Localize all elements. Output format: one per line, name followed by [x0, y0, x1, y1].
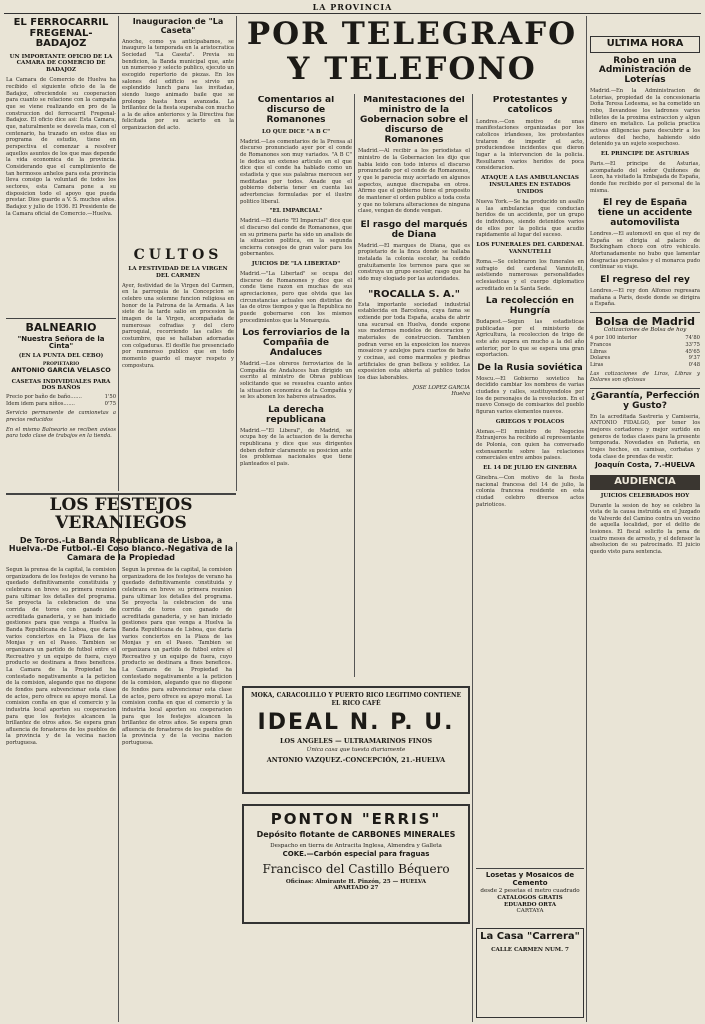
ultima-hora-header [590, 36, 700, 53]
article-festejos [6, 497, 236, 1022]
bolsa-label: Libras [590, 348, 607, 355]
balneario-location: (EN LA PUNTA DEL CEBO) [18, 352, 104, 359]
ad-carrera [476, 928, 584, 1018]
bolsa-row [590, 355, 700, 362]
article-subtitle: UN IMPORTANTE OFICIO DE LA CAMARA DE COMERCIO DE BADAJOZ [9, 53, 113, 74]
ad-ponton-owner: Francisco del Castillo Béquero [262, 862, 450, 877]
article-romanones [240, 96, 352, 678]
ad-losetas-sub: desde 2 pesetas el metro cuadrado [480, 888, 580, 895]
article-title: Protestantes y catolicos [492, 96, 568, 115]
bolsa-subtitle: Cotizaciones de Bolsa de hoy [603, 327, 687, 334]
audiencia-header [590, 475, 700, 490]
ad-ponton-sub: Depósito flotante de CARBONES MINERALES [256, 830, 456, 839]
article-subtitle: De Toros.-La Banda Republicana de Lisboa, a Huelva.-De Futbol.-El Coso blanco.-Negativa de la Camara de la Propiedad [8, 535, 234, 563]
ad-ideal [242, 686, 470, 794]
article-body: Segun la prensa de la capital, la comision organizadora de los festejos de verano ha quedado definitivamente constituida y celebrara en breve su primera reunion para ultimar los detalles del programa. Se proyecta la celebracion de una corrida de toros con ganado de acreditada ganaderia, y se han iniciado gestiones para que venga a Huelva la Banda Republicana de Lisboa, que daria varios conciertos en la Plaza de las Monjas y en el Paseo. Tambien se organizara un partido de futbol entre el Recreativo y un equipo de fuera, cuyo producto se destinara a fines beneficos. La Camara de la Propiedad ha contestado negativamente a la peticion de la comision, alegando que no dispone de fondos para subvencionar esta clase de actos, pero ofrece su apoyo moral. La comision confia en que el comercio y la industria local aporten su cooperacion para que los festejos alcancen la brillantez de otros años. Se espera gran afluencia de forasteros de los pueblos de la provincia y de la vecina nacion portuguesa. [6, 567, 116, 747]
signature: JOSE LOPEZ GARCIA [412, 384, 470, 391]
article-gobernacion [358, 96, 470, 678]
article-title: La derecha republicana [266, 404, 326, 425]
ad-ponton-address: Oficinas: Almirante H. Pinzón, 25 — HUELVA [285, 879, 427, 886]
article-body: Esta importante sociedad industrial establecida en Barcelona, cuya fama se extiende por toda España, acaba de abrir una sucursal en Huelva, donde expone sus modernos modelos de decoracion y materiales de construccion. Tambien podran verse en la exposicion los nuevos mosaicos y azulejos para cuartos de baño y cocinas, asi como marmoles y piedras artificiales de gran belleza y solidez. La exposicion esta abierta al publico todos los dias laborables. [358, 301, 470, 381]
bolsa-label: Francos [590, 342, 612, 349]
bolsa-row [590, 349, 700, 356]
ad-losetas-owner: EDUARDO ORTA [503, 902, 557, 909]
article-title: Los ferroviarios de la Compañia de Andaluces [242, 328, 350, 359]
article-title: CULTOS [133, 248, 223, 263]
ad-address: Joaquín Costa, 7.-HUELVA [595, 461, 695, 470]
article-body: Londres.—Con motivo de unas manifestaciones organizadas por los catolicos irlandeses, los protestantes trataron de impedir el acto, produciendose incidentes que dieron lugar a la intervencion de la policia. Resultaron varios heridos de poca consideracion. [476, 118, 584, 172]
ad-ideal-note: Única casa que tuesta diariamente [306, 747, 406, 754]
ad-carrera-title: La Casa "Carrera" [480, 931, 580, 942]
article-title: Manifestaciones del ministro de la Gobernacion sobre el discurso de Romanones [359, 96, 469, 145]
masthead-name: LA PROVINCIA [312, 2, 393, 12]
article-body: Nueva York.—Se ha producido un asalto a las ambulancias que conducian heridos de un accidente, por un grupo de individuos, siendo detenidos varios de ellos por la policia que acudio rapidamente al lugar del suceso. [476, 198, 584, 239]
ad-ideal-sub: LOS ANGELES — ULTRAMARINOS FINOS [279, 737, 433, 745]
divider [590, 312, 700, 313]
article-title: El rasgo del marqués de Diana [360, 220, 468, 240]
article-title: EL FERROCARRIL FREGENAL-BADAJOZ [13, 18, 109, 49]
article-body: Madrid.—"El Liberal", de Madrid, se ocupa hoy de la actuacion de la derecha republicana y dice que sus dirigentes deben definir claramente su posicion ante los problemas nacionales que tiene planteados el pais. [240, 427, 352, 468]
section-header: ULTIMA HORA [606, 38, 684, 49]
column-rule [118, 16, 119, 491]
rate-price: 1'50 [104, 394, 116, 401]
column-ultima-hora [590, 36, 700, 1022]
balneario-owner-label: PROPIETARIO [42, 361, 80, 367]
ad-losetas-catalog: CATALOGOS GRATIS [497, 895, 563, 902]
article-body: Budapest.—Segun las estadisticas publicadas por el ministerio de Agricultura, la recoleccion de trigo de este año supera en mucho a la del año anterior, por lo que se espera una gran exportacion. [476, 318, 584, 359]
article-cultos [122, 248, 234, 492]
article-body: Ayer, festividad de la Virgen del Carmen, en la parroquia de la Concepcion se celebro una solemne funcion religiosa en honor de la Patrona de la Armada. A las siete de la tarde salio en procesion la imagen de la Virgen, acompañada de numerosas cofradias y del clero parroquial, recorriendo las calles de costumbre, que se hallaban adornadas con colgaduras. El desfile fue presenciado por numeroso publico que en todo momento guardo el mayor respeto y compostura. [122, 282, 234, 369]
ad-ideal-name: IDEAL N. P. U. [257, 710, 455, 735]
ad-body: En la acreditada Sastreria y Camiseria, ANTONIO FIDALGO, por tener los mejores cortadores y mejor surtido en generos de todas clases para la presente temporada. Novedades en Pañeria, en trajes hechos, en camisas, corbatas y toda clase de prendas de vestir. [590, 413, 700, 460]
ad-losetas [476, 872, 584, 922]
bolsa-label: 4 por 100 interior [590, 335, 637, 342]
article-body: Madrid.—En la Administracion de Loterias, propiedad de la concesionaria Doña Teresa Ledesma, se ha cometido un robo, llevandose los ladrones varios billetes de la proxima extraccion y algun dinero en metalico. La policia practica activas diligencias para descubrir a los autores del hecho, habiendo sido detenido ya un sujeto sospechoso. [590, 88, 700, 148]
bolsa-value: 9'37 [688, 355, 700, 362]
balneario-name: "Nuestra Señora de la Cinta" [17, 334, 105, 351]
balneario-note: En el mismo Balneario se reciben avisos para todo clase de trabajos en la tienda. [6, 426, 116, 440]
article-body: Madrid.—Los comentarios de la Prensa al discurso pronunciado ayer por el conde de Romanones son muy variados. "A B C" le dedica un extenso articulo en el que dice que el conde ha hablado como un estadista y que sus palabras merecen ser meditadas por todos. Anade que el gobierno deberia tener en cuenta las advertencias formuladas por el ilustre politico liberal. [240, 138, 352, 205]
ad-carrera-address: CALLE CARMEN NUM. 7 [491, 946, 569, 953]
article-title: Comentarios al discurso de Romanones [257, 96, 335, 125]
divider [476, 868, 584, 869]
column-rule [236, 542, 237, 680]
article-body: Paris.—El principe de Asturias, acompañado del señor Quiñones de Leon, ha visitado la Embajada de España, donde fue recibido por el personal de la misma. [590, 161, 700, 194]
article-subtitle: LA FESTIVIDAD DE LA VIRGEN DEL CARMEN [128, 265, 228, 279]
article-body: Roma.—Se celebraron los funerales en sufragio del cardenal Vannutelli, asistiendo numerosas personalidades eclesiasticas y el cuerpo diplomatico acreditado en la Santa Sede. [476, 258, 584, 292]
balneario-rates-title: CASETAS INDIVIDUALES PARA DOS BAÑOS [11, 379, 111, 392]
balneario-owner: ANTONIO GARCIA VELASCO [11, 365, 111, 374]
article-body: Madrid.—Al recibir a los periodistas el ministro de la Gobernacion les dijo que habia leido con todo interes el discurso pronunciado por el conde de Romanones, y que le parecia muy acertado en algunos aspectos, aunque discrepaba en otros. Afirmo que el gobierno tiene el proposito de mantener el orden publico a toda costa y que no tolerara alteraciones de ninguna clase, vengan de donde vengan. [358, 148, 470, 215]
article-body: Madrid.—Los obreros ferroviarios de la Compañia de Andaluces han dirigido un escrito al ministro de Obras publicas solicitando que se resuelva cuanto antes la situacion economica de la Compañia y se les abonen los haberes atrasados. [240, 361, 352, 401]
article-subtitle: JUICIOS CELEBRADOS HOY [600, 492, 690, 499]
article-body: Moscu.—El Gobierno sovietico ha decidido cambiar los nombres de varias ciudades y calles, sustituyendolos por los de personajes de la revolucion. En el nuevo Consejo de comisarios del pueblo figuran varios elementos nuevos. [476, 375, 584, 416]
article-title: El rey de España tiene un accidente automovilista [597, 198, 693, 229]
bolsa-label: Liras [590, 361, 604, 368]
column-rule [354, 94, 355, 677]
bolsa-note: Las cotizaciones de Liras, Libras y Dolares son oficiosas [590, 370, 700, 384]
rate-label: Idem idem para niños....... [6, 400, 75, 407]
article-title: El regreso del rey [600, 274, 690, 285]
column-rule [586, 16, 587, 1022]
ad-losetas-title: Losetas y Mosaicos de Cemento [485, 872, 575, 887]
balneario-rate-row [6, 394, 116, 401]
ad-ponton-coke: COKE.—Carbón especial para fraguas [282, 849, 430, 858]
divider [590, 388, 700, 389]
bolsa-row [590, 362, 700, 369]
balneario-rate-row [6, 401, 116, 408]
article-subtitle: ATAQUE A LAS AMBULANCIAS INSULARES EN ESTADOS UNIDOS [481, 175, 579, 195]
article-title: Robo en una Administración de Loterías [598, 55, 692, 86]
bolsa-title: Bolsa de Madrid [595, 314, 695, 328]
article-title: "ROCALLA S. A." [368, 288, 460, 300]
article-ferrocarril [6, 18, 116, 314]
bolsa-value: 45'65 [685, 348, 700, 355]
article-body: Durante la sesion de hoy se celebro la vista de la causa instruida en el Juzgado de Valverde del Camino contra un vecino de aquella localidad, por el delito de lesiones. El fiscal solicito la pena de cuatro meses de arresto, y el defensor la absolucion de su patrocinado. El juicio quedo visto para sentencia. [590, 502, 700, 556]
article-subtitle: EL 14 DE JULIO EN GINEBRA [483, 464, 577, 471]
headline-line2: Y TELEFONO [287, 50, 537, 87]
bolsa-value: 33'75 [685, 342, 700, 349]
article-caseta [122, 18, 234, 238]
festejos-columns [6, 567, 236, 1022]
article-body: Ginebra.—Con motivo de la fiesta nacional francesa del 14 de julio, la colonia francesa residente en esta ciudad celebro diversos actos patrioticos. [476, 474, 584, 508]
article-title: De la Rusia soviética [477, 362, 583, 373]
ad-ideal-owner: ANTONIO VAZQUEZ.-CONCEPCIÓN, 21.-HUELVA [266, 756, 446, 765]
ad-ponton-title: PONTON "ERRIS" [270, 810, 442, 828]
balneario-service: Servicio permanente de camionetas a precios reducidos [6, 410, 116, 424]
article-extranjero [476, 96, 584, 864]
column-rule [472, 94, 473, 1022]
ad-losetas-place: CARTAYA [516, 908, 544, 915]
article-body: Londres.—El rey don Alfonso regresara mañana a Paris, desde donde se dirigira a España. [590, 287, 700, 308]
headline-line1: POR TELEGRAFO [246, 18, 578, 52]
divider [6, 318, 116, 319]
bolsa-value: 74'80 [685, 335, 700, 342]
article-subtitle: LOS FUNERALES DEL CARDENAL VANNUTELLI [476, 241, 584, 255]
article-body-continued: Segun la prensa de la capital, la comision organizadora de los festejos de verano ha quedado definitivamente constituida y celebrara en breve su primera reunion para ultimar los detalles del programa. Se proyecta la celebracion de una corrida de toros con ganado de acreditada ganaderia, y se han iniciado gestiones para que venga a Huelva la Banda Republicana de Lisboa, que daria varios conciertos en la Plaza de las Monjas y en el Paseo. Tambien se organizara un partido de futbol entre el Recreativo y un equipo de fuera, cuyo producto se destinara a fines beneficos. La Camara de la Propiedad ha contestado negativamente a la peticion de la comision, alegando que no dispone de fondos para subvencionar esta clase de actos, pero ofrece su apoyo moral. La comision confia en que el comercio y la industria local aporten su cooperacion para que los festejos alcancen la brillantez de otros años. Se espera gran afluencia de forasteros de los pueblos de la provincia y de la vecina nacion portuguesa. [122, 567, 232, 747]
article-subtitle: JUICIOS DE "LA LIBERTAD" [251, 261, 341, 268]
article-subtitle: GRIEGOS Y POLACOS [495, 418, 565, 425]
article-body: La Camara de Comercio de Huelva ha recibido el siguiente oficio de la de Badajoz, ofreciendole su cooperacion para cuanto se relacione con la campaña que se viene realizando en pro de la construccion del ferrocarril Fregenal-Badajoz. El oficio dice asi: Esta Camara, que, naturalmente se desvela mas, con el centenario, ha trazado en estos dias su programa de estudio, tiene en perspectiva el comenzar a resolver aquellos asuntos de los que mas depende la vida economica de la provincia. Considerando que el cumplimiento de tan hermosos anhelos para esta provincia lleva consigo la voluntad de todos los sectores, esta Camara pone a su disposicion todo el apoyo que pueda prestar. Dios guarde a V. S. muchos años. Badajoz y julio de 1936. El Presidente de la Camara oficial de Comercio.—Huelva. [6, 77, 116, 217]
article-subtitle: LO QUE DICE "A B C" [261, 128, 331, 135]
bolsa-table [590, 335, 700, 368]
rate-price: 0'75 [104, 400, 116, 407]
bolsa-row [590, 335, 700, 342]
ad-ponton-line: Despacho en tierra de Antracita Inglesa, Almendra y Galleta [270, 842, 442, 849]
ad-ideal-top: MOKA, CARACOLILLO Y PUERTO RICO LEGITIMO CONTIENE EL RICO CAFÉ [250, 692, 462, 707]
newspaper-page [4, 2, 701, 1022]
article-body: Atenas.—El ministro de Negocios Extranjeros ha recibido al representante de Polonia, con quien ha conversado extensamente sobre las relaciones comerciales entre ambos paises. [476, 428, 584, 462]
bolsa-label: Dolares [590, 355, 611, 362]
rate-label: Precio por baño de baño....... [6, 394, 82, 401]
article-title: Inauguracion de "La Caseta" [132, 18, 224, 35]
article-body: Madrid.—"La Libertad" se ocupa del discurso de Romanones y dice que el conde tiene razon en muchas de sus apreciaciones, pero que olvida que las circunstancias actuales son distintas de las de otros tiempos y que la Republica no puede gobernarse con los mismos procedimientos que la Monarquia. [240, 271, 352, 324]
divider [6, 493, 236, 495]
article-subtitle: EL PRINCIPE DE ASTURIAS [600, 151, 690, 158]
ad-balneario [6, 322, 116, 490]
ad-title: ¿Garantía, Perfección y Gusto? [590, 390, 700, 411]
signature-place: Huelva [451, 390, 470, 397]
article-body: Madrid.—El diario "El Imparcial" dice que el discurso del conde de Romanones, que en su primera parte ha sido un analisis de la situacion politica, en la segunda encierra consejos de gran valor para los gobernantes. [240, 218, 352, 258]
article-title: La recolección en Hungría [485, 296, 575, 317]
article-subtitle: "EL IMPARCIAL" [269, 208, 323, 215]
masthead [4, 2, 701, 14]
bolsa-row [590, 342, 700, 349]
section-header: AUDIENCIA [614, 476, 676, 488]
bolsa-value: 0'48 [688, 361, 700, 368]
article-title: LOS FESTEJOS VERANIEGOS [49, 497, 193, 533]
column-rule [236, 16, 237, 491]
balneario-title: BALNEARIO [25, 322, 97, 334]
main-headline [240, 18, 584, 92]
article-body: Madrid.—El marques de Diana, que es propietario de la finca donde se hallaba instalada la colonia escolar, ha cedido gratuitamente los terrenos para que se construya un grupo escolar, rasgo que ha sido muy elogiado por las autoridades. [358, 242, 470, 283]
article-body: Anoche, como ya anticipabamos, se inauguro la temporada en la aristocratica Sociedad "La Caseta". Previa su bendicion, la Banda municipal que, ante un numeroso y selecto publico, ejecuto un escogido repertorio de piezas. En los salones del edificio se sirvio un esplendido lunch para las invitadas, siendo luego animado baile que se prolongo hasta hora avanzada. La brillantez de la fiesta superaba con mucho a la de años anteriores y la Directiva fue felicitada por su acierto en la organizacion del acto. [122, 38, 234, 132]
article-body: Londres.—El automovil en que el rey de España se dirigia al palacio de Buckingham choco con otro vehiculo. Afortunadamente no hubo que lamentar desgracias personales y el monarca pudo continuar su viaje. [590, 231, 700, 271]
ad-ponton [242, 804, 470, 924]
ad-ponton-box: APARTADO 27 [333, 885, 379, 892]
